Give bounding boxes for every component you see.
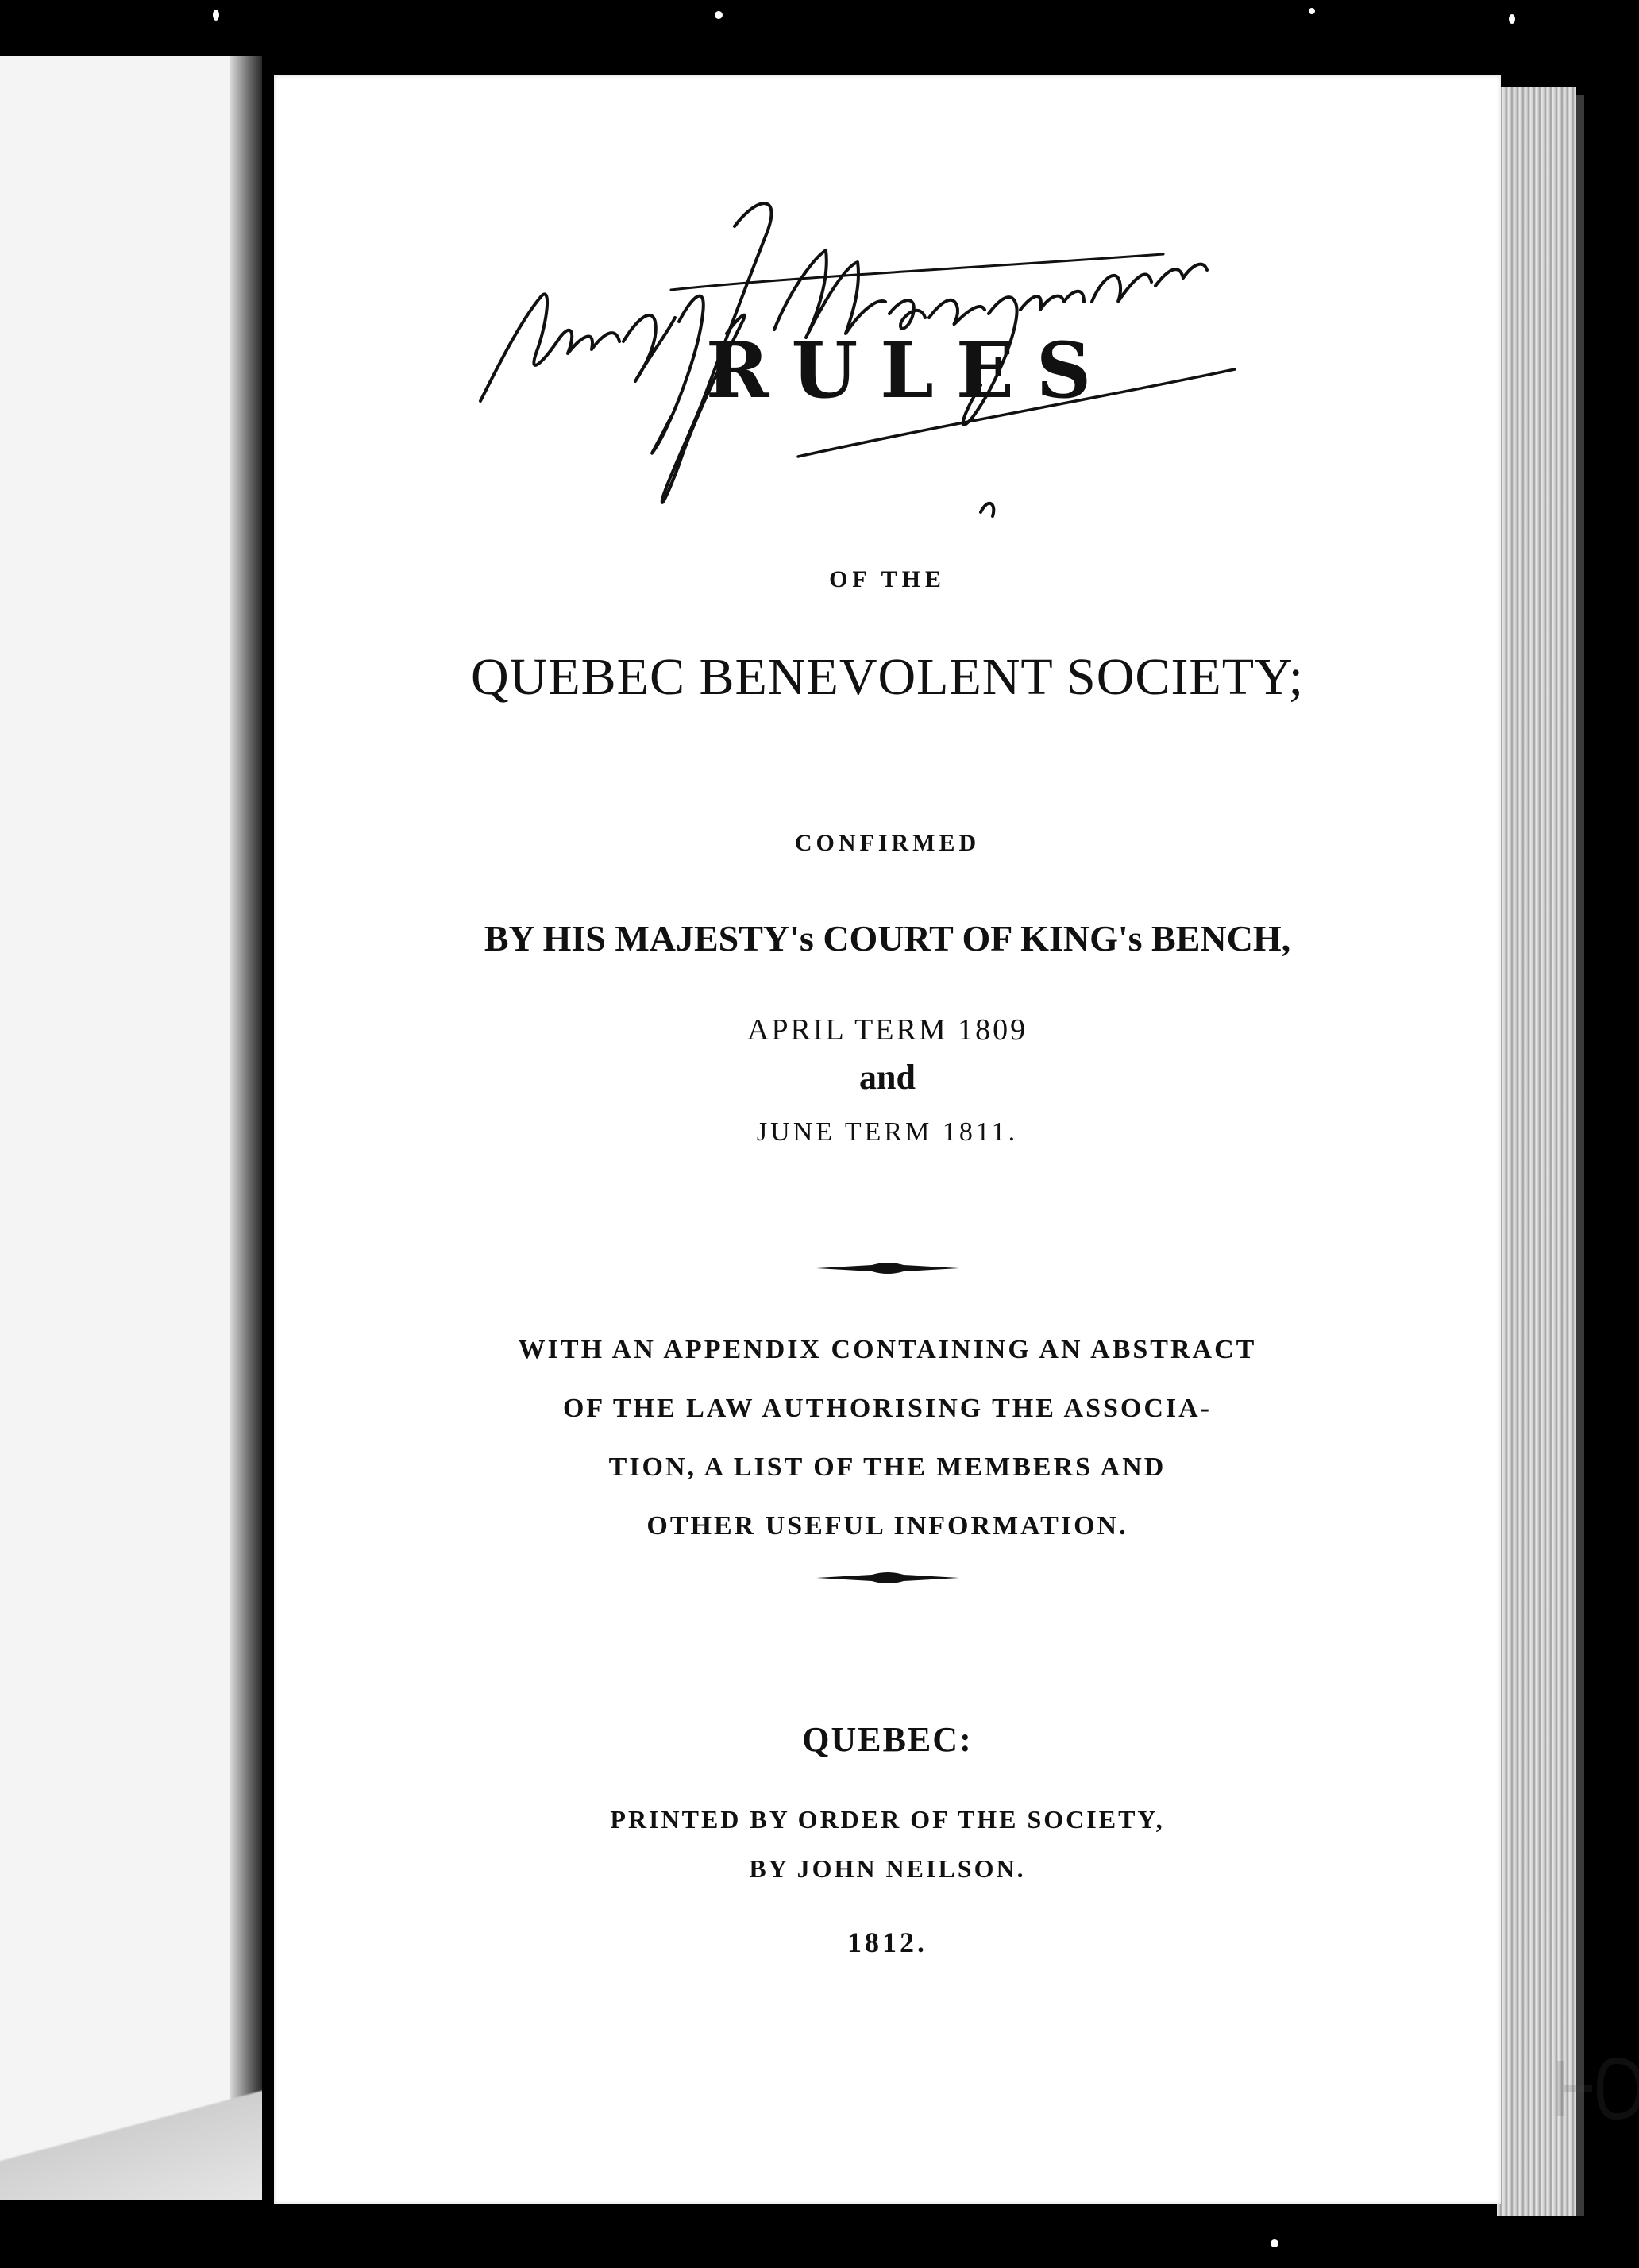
society-name: QUEBEC BENEVOLENT SOCIETY;	[471, 648, 1304, 706]
ornament-rule-icon	[816, 1570, 959, 1586]
scan-speck	[1309, 8, 1315, 14]
june-term-line: JUNE TERM 1811.	[756, 1117, 1019, 1147]
scan-speck	[1509, 14, 1515, 24]
imprint-year: 1812.	[847, 1927, 927, 1958]
appendix-paragraph	[274, 1321, 1501, 1556]
scan-speck	[213, 10, 219, 21]
imprint-printed-by: PRINTED BY ORDER OF THE SOCIETY,	[610, 1805, 1165, 1834]
imprint-printer: BY JOHN NEILSON.	[749, 1854, 1026, 1883]
scan-speck	[715, 11, 723, 19]
handwritten-signature	[465, 163, 1275, 576]
book-cover-edge	[1576, 95, 1584, 2216]
scan-speck	[1271, 2239, 1278, 2247]
appendix-line: WITH AN APPENDIX CONTAINING AN ABSTRACT	[518, 1335, 1257, 1364]
april-term-line: APRIL TERM 1809	[746, 1013, 1028, 1047]
ornament-rule-icon	[816, 1260, 959, 1276]
title-page	[274, 75, 1501, 2204]
appendix-line: OTHER USEFUL INFORMATION.	[646, 1511, 1128, 1541]
appendix-line: TION, A LIST OF THE MEMBERS AND	[608, 1452, 1167, 1482]
court-line: BY HIS MAJESTY's COURT OF KING's BENCH,	[484, 918, 1291, 958]
and-line: and	[859, 1058, 916, 1097]
page-title: RULES	[705, 326, 1114, 415]
left-facing-page	[0, 56, 262, 2200]
imprint-city: QUEBEC:	[802, 1720, 973, 1759]
ornament-rule-bottom	[274, 1570, 1501, 1586]
page-corner-shadow	[0, 2025, 262, 2200]
appendix-line: OF THE LAW AUTHORISING THE ASSOCIA-	[562, 1394, 1212, 1423]
faint-library-stamp	[1545, 2045, 1639, 2132]
book-gutter	[230, 56, 262, 2200]
subtitle-of-the: OF THE	[829, 566, 946, 592]
confirmed-line: CONFIRMED	[794, 830, 981, 856]
ornament-rule-top	[274, 1260, 1501, 1276]
